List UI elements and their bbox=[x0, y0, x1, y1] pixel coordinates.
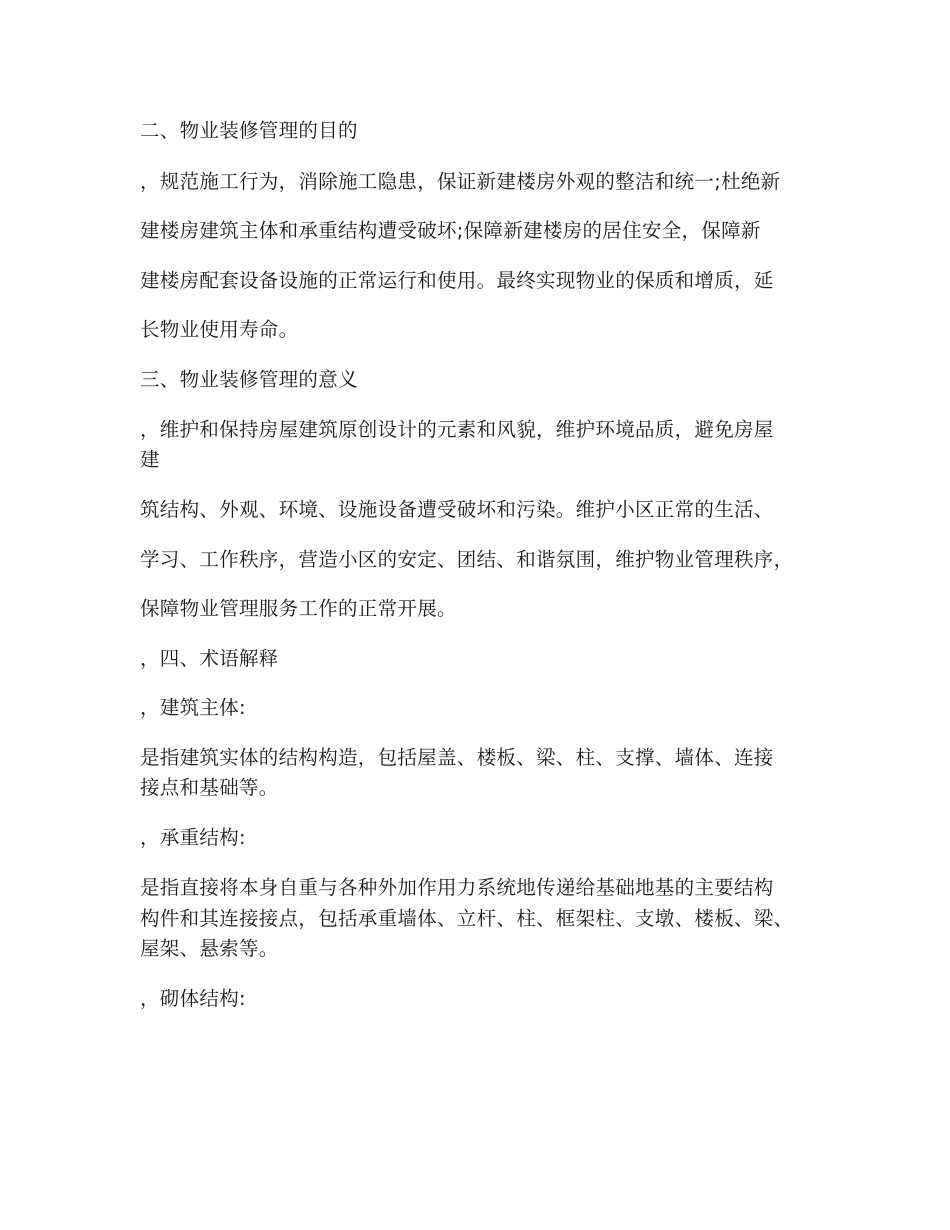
paragraph-line: 长物业使用寿命。 bbox=[140, 318, 299, 341]
paragraph-line: ，规范施工行为，消除施工隐患，保证新建楼房外观的整洁和统一;杜绝新 bbox=[140, 170, 781, 193]
section-heading-purpose: 二、物业装修管理的目的 bbox=[140, 119, 358, 142]
paragraph-line: 是指直接将本身自重与各种外加作用力系统地传递给基础地基的主要结构 bbox=[140, 876, 774, 899]
paragraph-line: 建楼房建筑主体和承重结构遭受破坏;保障新建楼房的居住安全，保障新 bbox=[140, 219, 761, 242]
paragraph-line: 保障物业管理服务工作的正常开展。 bbox=[140, 597, 457, 620]
paragraph-line: ，维护和保持房屋建筑原创设计的元素和风貌，维护环境品质，避免房屋 bbox=[140, 418, 774, 441]
paragraph-line: 是指建筑实体的结构构造，包括屋盖、楼板、梁、柱、支撑、墙体、连接 bbox=[140, 746, 774, 769]
section-heading-significance: 三、物业装修管理的意义 bbox=[140, 368, 358, 391]
paragraph-line: 建楼房配套设备设施的正常运行和使用。最终实现物业的保质和增质，延 bbox=[140, 269, 774, 292]
paragraph-line: 学习、工作秩序，营造小区的安定、团结、和谐氛围，维护物业管理秩序， bbox=[140, 548, 794, 571]
section-heading-terms: ，四、术语解释 bbox=[140, 647, 279, 670]
term-heading-masonry: ，砌体结构: bbox=[140, 987, 246, 1010]
term-heading-building-body: ，建筑主体: bbox=[140, 696, 246, 719]
paragraph-line: 接点和基础等。 bbox=[140, 776, 279, 799]
paragraph-line: 筑结构、外观、环境、设施设备遭受破坏和污染。维护小区正常的生活、 bbox=[140, 498, 774, 521]
term-heading-load-bearing: ，承重结构: bbox=[140, 826, 246, 849]
paragraph-line: 构件和其连接接点，包括承重墙体、立杆、柱、框架柱、支墩、楼板、梁、 bbox=[140, 907, 794, 930]
paragraph-line: 屋架、悬索等。 bbox=[140, 937, 279, 960]
paragraph-line: 建 bbox=[140, 448, 160, 471]
